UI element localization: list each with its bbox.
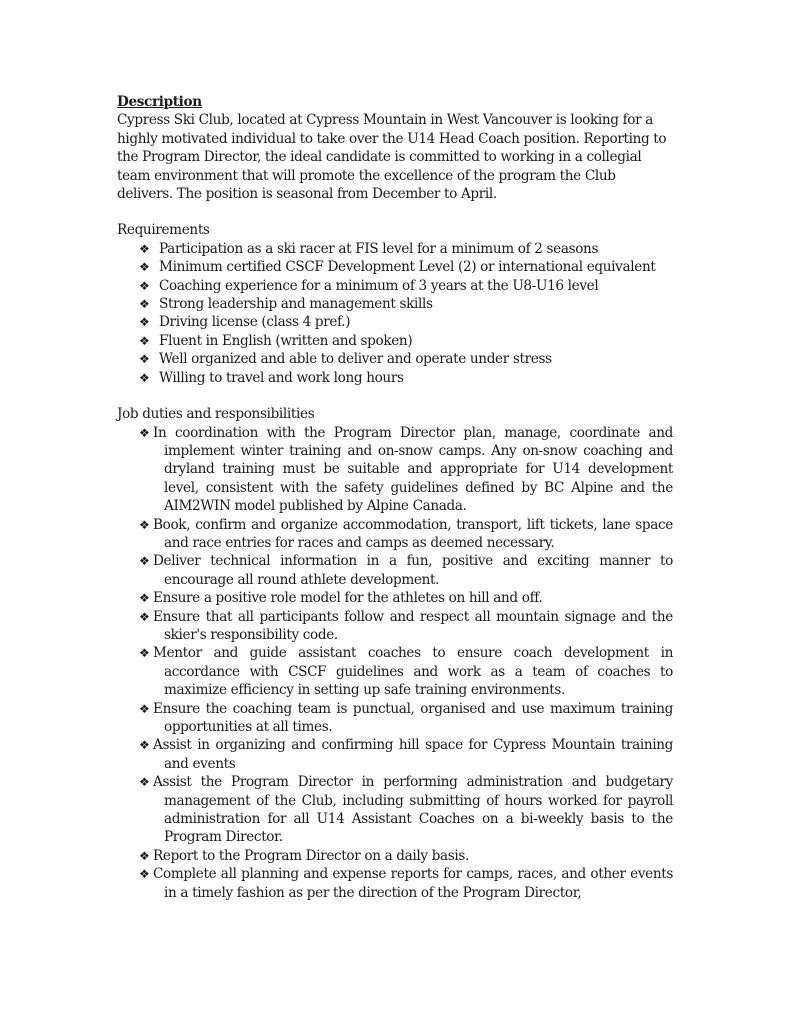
diamond-bullet-icon: ❖	[139, 517, 150, 532]
diamond-bullet-icon: ❖	[139, 848, 150, 863]
requirement-item: ❖ Participation as a ski racer at FIS level for a minimum of 2 seasons	[139, 240, 599, 257]
duties-title: Job duties and responsibilities	[117, 406, 315, 423]
duty-item: ❖ Mentor and guide assistant coaches to ensure coach development in accordance with CSCF guidelines and work as a team of coaches to maximize efficiency in setting up safe training environments.	[139, 645, 673, 699]
diamond-bullet-icon: ❖	[139, 867, 150, 882]
diamond-bullet-icon: ❖	[139, 646, 150, 661]
diamond-bullet-icon: ❖	[139, 297, 150, 312]
document-page	[117, 93, 673, 902]
duty-item: ❖ In coordination with the Program Director plan, manage, coordinate and implement winter training and on-snow camps. Any on-snow coaching and dryland training must be suitable and appropriate for U14 development level, consistent with the safety guidelines defined by BC Alpine and the AIM2WIN model published by Alpine Canada.	[139, 424, 673, 515]
requirement-item: ❖ Willing to travel and work long hours	[139, 369, 404, 386]
duties-list	[117, 424, 673, 903]
diamond-bullet-icon: ❖	[139, 352, 150, 367]
diamond-bullet-icon: ❖	[139, 260, 150, 275]
description-paragraph: Cypress Ski Club, located at Cypress Mountain in West Vancouver is looking for a highly motivated individual to take over the U14 Head Coach position. Reporting to the Program Director, the ideal candidate is committed to working in a collegial team environment that will promote the excellence of the program the Club delivers. The position is seasonal from December to April.	[117, 112, 667, 203]
diamond-bullet-icon: ❖	[139, 278, 150, 293]
requirement-item: ❖ Coaching experience for a minimum of 3 years at the U8-U16 level	[139, 277, 599, 294]
requirement-item: ❖ Minimum certified CSCF Development Level (2) or international equivalent	[139, 259, 656, 276]
diamond-bullet-icon: ❖	[139, 554, 150, 569]
duty-item: ❖ Complete all planning and expense reports for camps, races, and other events in a timely fashion as per the direction of the Program Director,	[139, 866, 673, 901]
duty-item: ❖ Assist in organizing and confirming hill space for Cypress Mountain training and events	[139, 737, 673, 772]
diamond-bullet-icon: ❖	[139, 333, 150, 348]
requirement-item: ❖ Well organized and able to deliver and operate under stress	[139, 351, 552, 368]
duty-item: ❖ Ensure a positive role model for the athletes on hill and off.	[139, 590, 543, 607]
duty-item: ❖ Ensure the coaching team is punctual, organised and use maximum training opportunities at all times.	[139, 700, 673, 735]
requirement-item: ❖ Driving license (class 4 pref.)	[139, 314, 351, 331]
requirements-title: Requirements	[117, 222, 210, 239]
diamond-bullet-icon: ❖	[139, 701, 150, 716]
description-heading: Description	[117, 94, 202, 110]
requirements-list	[117, 240, 673, 387]
duty-item: ❖ Deliver technical information in a fun, positive and exciting manner to encourage all round athlete development.	[139, 553, 673, 588]
diamond-bullet-icon: ❖	[139, 425, 150, 440]
requirement-item: ❖ Strong leadership and management skills	[139, 296, 433, 313]
diamond-bullet-icon: ❖	[139, 241, 150, 256]
diamond-bullet-icon: ❖	[139, 609, 150, 624]
duty-item: ❖ Ensure that all participants follow and respect all mountain signage and the skier's responsibility code.	[139, 608, 673, 643]
duty-item: ❖ Report to the Program Director on a daily basis.	[139, 847, 470, 864]
diamond-bullet-icon: ❖	[139, 738, 150, 753]
diamond-bullet-icon: ❖	[139, 370, 150, 385]
requirement-item: ❖ Fluent in English (written and spoken)	[139, 332, 413, 349]
diamond-bullet-icon: ❖	[139, 591, 150, 606]
diamond-bullet-icon: ❖	[139, 315, 150, 330]
duty-item: ❖ Book, confirm and organize accommodation, transport, lift tickets, lane space and race entries for races and camps as deemed necessary.	[139, 516, 673, 551]
duty-item: ❖ Assist the Program Director in performing administration and budgetary management of the Club, including submitting of hours worked for payroll administration for all U14 Assistant Coaches on a bi-weekly basis to the Program Director.	[139, 774, 673, 846]
diamond-bullet-icon: ❖	[139, 775, 150, 790]
